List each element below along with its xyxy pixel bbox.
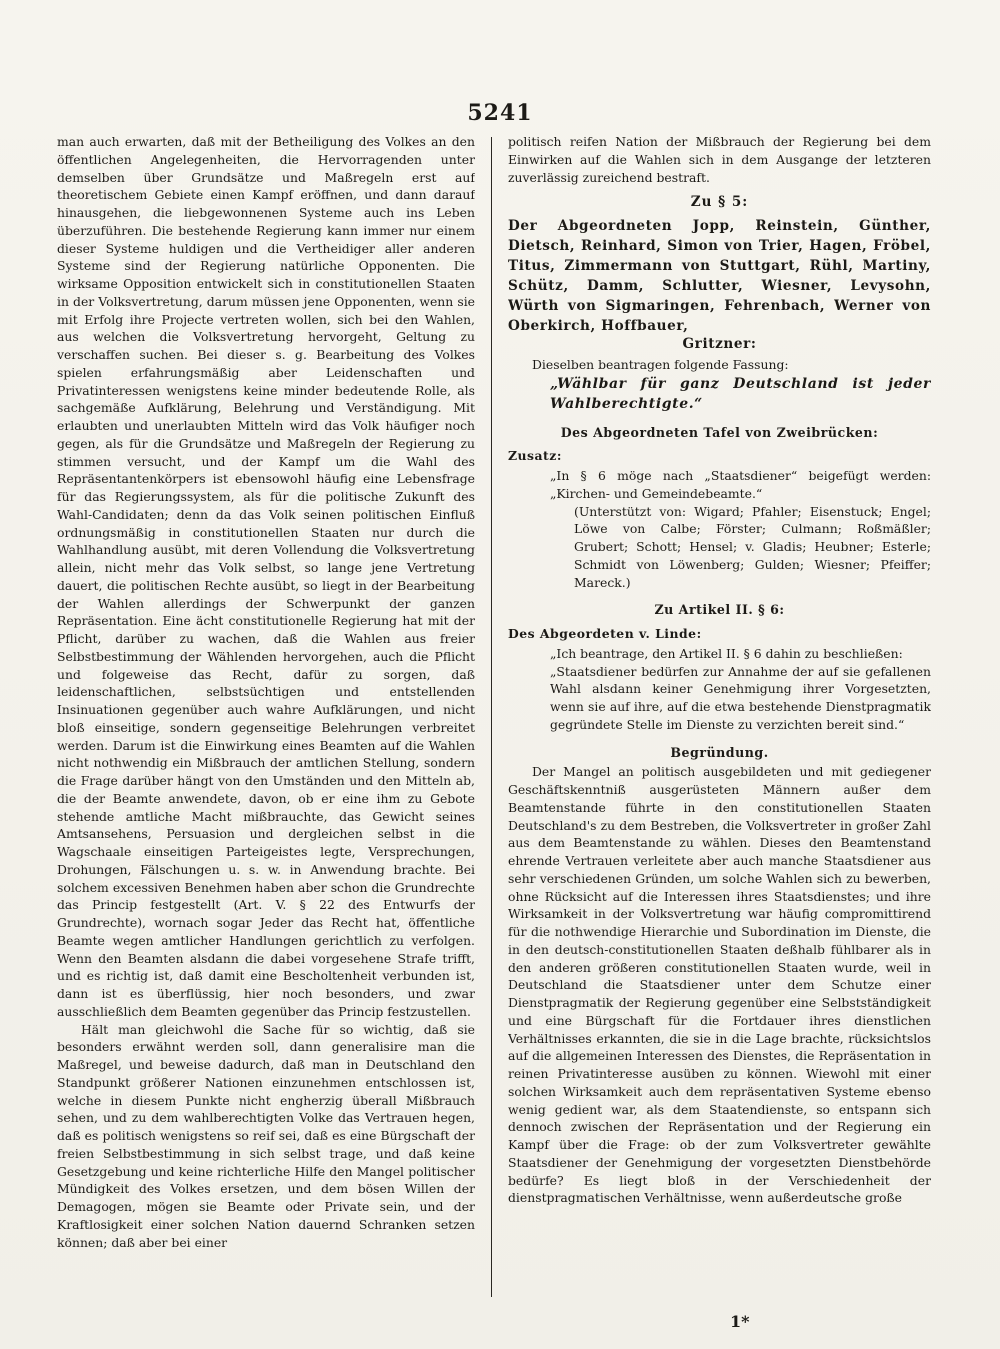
justification-heading: Begründung.	[670, 744, 769, 760]
justification-text: Der Mangel an politisch ausgebildeten und mit gediegener Geschäftskenntniß ausgerüsteten Männern außer dem Beamtenstande führte in den constitutionellen Staaten Deutschland's zu dem Bestreben, die Volksvertreter in großer Zahl aus dem Beamtenstande zu wählen. Dieses den Beamtenstand ehrende Vertrauen verleitete aber auch manche Staatsdiener aus sehr verschiedenen Gründen, um solche Wahlen sich zu bewerben, ohne Rücksicht auf die Interessen ihres Staatsdienstes; und ihre Wirksamkeit in der Volksvertretung war häufig compromittirend für die nothwendige Hierarchie und Subordination im Dienste, die in den deutsch-constitutionellen Staaten deßhalb fühlbarer als in den anderen größeren constitutionellen Staaten wurde, weil in Deutschland die Staatsdiener unter dem Schutze einer Dienstpragmatik der Regierung gegenüber eine Selbstständigkeit und eine Bürgschaft für die Fortdauer ihres dienstlichen Verhältnisses erkannten, die sie in die Lage brachte, rücksichtslos auf die allgemeinen Interessen des Dienstes, die Repräsentation in reinen Privatinteresse ausüben zu können. Wiewohl mit einer solchen Wirksamkeit auch dem repräsentativen Systeme ebenso wenig gedient war, als dem Staatendienste, so entspann sich dennoch zwischen der Repräsentation und der Regierung ein Kampf über die Frage: ob der zum Volksvertreter gewählte Staatsdiener der Genehmigung der vorgesetzten Dienstbehörde bedürfe? Es liegt bloß in der Verschiedenheit der dienstpragmatischen Verhältnisse, wenn außerdeutsche große	[508, 764, 931, 1206]
right-paragraph-1: politisch reifen Nation der Mißbrauch der Regierung bei dem Einwirken auf die Wahlen sich in dem Ausgange der letzteren zuverlässig zureichend bestraft.	[508, 134, 931, 185]
left-paragraph-1: man auch erwarten, daß mit der Betheiligung des Volkes an den öffentlichen Angelegenheiten, die Hervorragenden unter demselben über Grundsätze und Maßregeln erst auf theoretischem Gebiete einen Kampf eröffnen, und dann darauf hinausgehen, die liebgewonnenen Systeme auch ins Leben überzuführen. Die bestehende Regierung kann immer nur einem dieser Systeme huldigen und die Vertheidiger aller anderen Systeme sind der Regierung natürliche Opponenten. Die wirksame Opposition entwickelt sich in constitutionellen Staaten in der Volksvertretung, darum müssen jene Opponenten, wenn sie mit Erfolg ihre Projecte vertreten wollen, sich bei den Wahlen, aus welchen die Volksvertretung hervorgeht, Geltung zu verschaffen suchen. Bei dieser s. g. Bearbeitung des Volkes spielen erfahrungsmäßig aber Leidenschaften und Privatinteressen wenigstens keine minder bedeutende Rolle, als sachgemäße Aufklärung, Belehrung und Verständigung. Mit erlaubten und unerlaubten Mitteln wird das Volk häufiger noch gegen, als für die Grundsätze und Maßregeln der Regierung zu stimmen versucht, und der Kampf um die Wahl des Repräsentantenkörpers ist ebensowohl häufig eine Lebensfrage für das Regierungssystem, als für die politische Zukunft des Wahl-Candidaten; denn da das Volk seinen politischen Einfluß ordnungsmäßig in constitutionellen Staaten nur durch die Wahlhandlung ausübt, mit deren Vollendung die Volksvertretung allein, nicht mehr das Volk selbst, so lange jene Vertretung dauert, die politischen Rechte ausübt, so liegt in der Bearbeitung der Wahlen allerdings der Schwerpunkt der ganzen Repräsentation. Eine ächt constitutionelle Regierung hat mit der Pflicht, darüber zu wachen, daß die Wahlen aus freier Selbstbestimmung der Wählenden hervorgehen, auch die Pflicht und folgeweise das Recht, dafür zu sorgen, daß leidenschaftlichen, selbstsüchtigen und entstellenden Insinuationen gegenüber auch wahre Aufklärungen, und nicht bloß einseitige, sondern gegenseitige Belehrungen verbreitet werden. Darum ist die Einwirkung eines Beamten auf die Wahlen nicht nothwendig ein Mißbrauch der amtlichen Stellung, sondern die Frage darüber hängt von den Umständen und den Mitteln ab, die der Beamte anwendete, davon, ob er eine ihm zu Gebote stehende amtliche Macht mißbrauchte, das Gewicht seines Amtsansehens, Persuasion und dergleichen selbst in die Wagschaale einseitigen Parteigeistes legte, Versprechungen, Drohungen, Fälschungen u. s. w. in Anwendung brachte. Bei solchem excessiven Benehmen haben aber schon die Grundrechte das Princip festgestellt (Art. V. § 22 des Entwurfs der Grundrechte), wornach sogar Jeder das Recht hat, öffentliche Beamte wegen amtlicher Handlungen gerichtlich zu verfolgen. Wenn den Beamten alsdann die dabei vorgesehene Strafe trifft, und es richtig ist, daß damit eine Bescholtenheit verbunden ist, dann ist es überflüssig, hier noch besonders, und zwar ausschließlich dem Beamten gegenüber das Princip festzustellen.	[57, 134, 475, 1019]
page-number: 5241	[467, 100, 533, 126]
left-column	[57, 133, 475, 1303]
article-heading: Zu Artikel II. § 6:	[654, 602, 785, 618]
section-heading-paragraph-5: Zu § 5:	[690, 194, 749, 211]
proposal-text: „Wählbar für ganz Deutschland ist jeder Wahlberechtigte.“	[550, 375, 931, 412]
linde-motion-intro: „Ich beantrage, den Artikel II. § 6 dahin zu beschließen:	[550, 645, 903, 661]
column-divider	[491, 137, 492, 1297]
left-paragraph-2: Hält man gleichwohl die Sache für so wichtig, daß sie besonders erwähnt werden soll, dann generalisire man die Maßregel, und beweise dadurch, daß man in Deutschland den Standpunkt größerer Nationen einzunehmen entschlossen ist, welche in diesem Punkte nicht engherzig überall Mißbrauch sehen, und zu dem wahlberechtigten Volke das Vertrauen hegen, daß es politisch wenigstens so reif sei, daß es eine Bürgschaft der freien Selbstbestimmung in sich selbst trage, und daß keine Gesetzgebung und keine richterliche Hilfe den Mangel politischer Mündigkeit des Volkes ersetzen, und dem bösen Willen der Demagogen, mögen sie Beamte oder Private sein, und der Kraftlosigkeit einer solchen Nation dauernd Schranken setzen können; daß aber bei einer	[57, 1021, 475, 1250]
addition-text: „In § 6 möge nach „Staatsdiener“ beigefügt werden: „Kirchen- und Gemeindebeamte.“	[550, 468, 931, 501]
motion-heading-linde: Des Abgeordeten v. Linde:	[508, 626, 702, 641]
supporters-list: (Unterstützt von: Wigard; Pfahler; Eisenstuck; Engel; Löwe von Calbe; Förster; Culmann; Roßmäßler; Grubert; Schott; Hensel; v. Gladis; Heubner; Esterle; Schmidt von Löwenberg; Gulden; Wiesner; Pfeiffer; Mareck.)	[574, 503, 931, 590]
footer-mark: 1*	[730, 1312, 750, 1331]
right-column	[508, 133, 931, 1303]
deputies-list-tail: Gritzner:	[682, 336, 757, 352]
deputies-list: Der Abgeordneten Jopp, Reinstein, Günther, Dietsch, Reinhard, Simon von Trier, Hagen, Fröbel, Titus, Zimmermann von Stuttgart, Rühl, Martiny, Schütz, Damm, Schlutter, Wiesner, Levysohn, Würth von Sigmaringen, Fehrenbach, Werner von Oberkirch, Hoffbauer,	[508, 218, 931, 334]
linde-motion-text: „Staatsdiener bedürfen zur Annahme der auf sie gefallenen Wahl alsdann keiner Genehmigung ihrer Vorgesetzten, wenn sie auf ihre, auf die etwa bestehende Dienstpragmatik gegründete Stelle im Dienste zu verzichten bereit sind.“	[550, 663, 931, 732]
proposal-intro: Dieselben beantragen folgende Fassung:	[532, 356, 789, 372]
motion-heading-tafel: Des Abgeordneten Tafel von Zweibrücken:	[560, 424, 879, 440]
addition-label: Zusatz:	[508, 448, 562, 464]
